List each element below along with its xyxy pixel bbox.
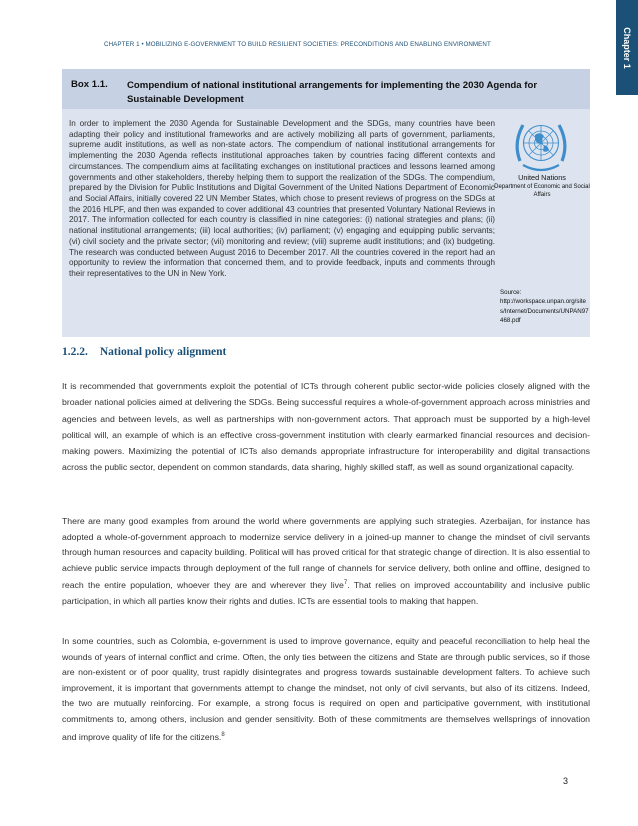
info-box: [62, 69, 590, 337]
un-name: United Nations: [518, 173, 566, 182]
paragraph-2-text-a: There are many good examples from around the world where governments are applying such strategies. Azerbaijan, for instance has adopted a whole-of-government approach to modernize service delivery in a joined-up manner to change the mindset of civil servants through human resources and capacity building. Political will has proved critical for that strategic change of direction. It is also essential to achieve public service impacts through deployment of the full range of channels for service delivery, both online and offline, designed to reach the entire population, whoever they are and wherever they live: [62, 516, 590, 591]
running-head: CHAPTER 1 • MOBILIZING E-GOVERNMENT TO BUILD RESILIENT SOCIETIES: PRECONDITIONS AND ENABLING ENVIRONMENT: [104, 41, 491, 48]
paragraph-1: It is recommended that governments exploit the potential of ICTs through coherent public sector-wide policies closely aligned with the broader national policies aimed at delivering the SDGs. Being successful requires a whole-of-government approach across ministries and agencies and between levels, as well as partnerships with non-government actors. That approach must be supported by a high-level political will, an example of which is an effective cross-government institution with clearly earmarked financial resources and decision-making powers. Maximizing the potential of ICTs also demands appropriate infrastructure for interoperability and digital transactions across the public sector, dependent on common standards, data sharing, highly skilled staff, as well as sound organizational capacity.: [62, 381, 590, 473]
chapter-tab-label: Chapter 1: [622, 26, 632, 69]
source-label: Source:: [500, 289, 522, 296]
paragraph-3: [62, 634, 590, 745]
footnote-ref-8[interactable]: 8: [221, 731, 225, 738]
footnote-ref-7[interactable]: 7: [343, 580, 348, 587]
page-number: 3: [563, 776, 569, 786]
source-url[interactable]: http://workspace.unpan.org/sites/Internet/Documents/UNPAN97468.pdf: [500, 298, 589, 324]
chapter-tab: [616, 0, 638, 95]
box-label: Box 1.1.: [71, 79, 108, 90]
box-header: [62, 69, 590, 109]
united-nations-emblem-icon: [511, 115, 571, 179]
source-note: [500, 288, 590, 325]
paragraph-2-text-b: . That relies on improved accountability and inclusive public participation, in which all parties know their rights and duties. ICTs are essential tools to making that happen.: [62, 580, 590, 606]
paragraph-2: [62, 514, 590, 609]
section-title: National policy alignment: [99, 346, 227, 358]
box-body: In order to implement the 2030 Agenda for Sustainable Development and the SDGs, many countries have been adapting their policy and institutional frameworks and are actively mobilizing all parts of government, parliaments, supreme audit institutions, as well as non-state actors. The compendium of national institutional arrangements for implementing the 2030 Agenda reflects institutional approaches taken by countries facing different contexts and circumstances. The compendium aims at facilitating exchanges on institutional practices and lessons learned among governments and other stakeholders, thereby helping them to support the realization of the SDGs. The compendium, prepared by the Division for Public Institutions and Digital Government of the United Nations Department of Economic and Social Affairs, initially covered 22 UN Member States, which chose to present reviews of progress on the SDGs at the 2016 HLPF, and then was expanded to cover additional 43 countries that presented Voluntary National Reviews in 2017. The information collected for each country is classified in nine categories: (i) national strategies and plans; (ii) national institutional arrangements; (iii) local authorities; (iv) parliament; (v) engaging and equipping public servants; (vi) civil society and the private sector; (vii) monitoring and review; (viii) supreme audit institutions; and (ix) budgeting. The research was conducted between August 2016 to December 2017. All the countries covered in the report had an opportunity to review the information that concerned them, and to provide feedback, inputs and comments through their representatives to the UN in New York.: [69, 119, 495, 279]
paragraph-3-text: In some countries, such as Colombia, e-government is used to improve governance, equity and peaceful reconciliation to help heal the wounds of years of internal conflict and crime. Often, the only ties between the citizens and State are through public services, so if those are non-existent or of poor quality, trust rapidly disintegrates and progress towards sustainable development falters. To achieve such improvement, it is important that governments attempt to change the mindset, not only of civil servants, but also of its citizens. Indeed, the two are mutually reinforcing. For example, a strong focus is required on open and participative government, with institutional commitments to, among others, inclusion and gender sensitivity. Both of these commitments are themselves wellsprings of innovation and improve quality of life for the citizens.: [62, 636, 590, 742]
section-heading: [62, 346, 238, 358]
box-title: Compendium of national institutional arrangements for implementing the 2030 Agenda for Sustainable Development: [127, 80, 538, 105]
section-number: 1.2.2.: [62, 346, 88, 358]
un-department: Department of Economic and Social Affairs: [494, 184, 590, 198]
